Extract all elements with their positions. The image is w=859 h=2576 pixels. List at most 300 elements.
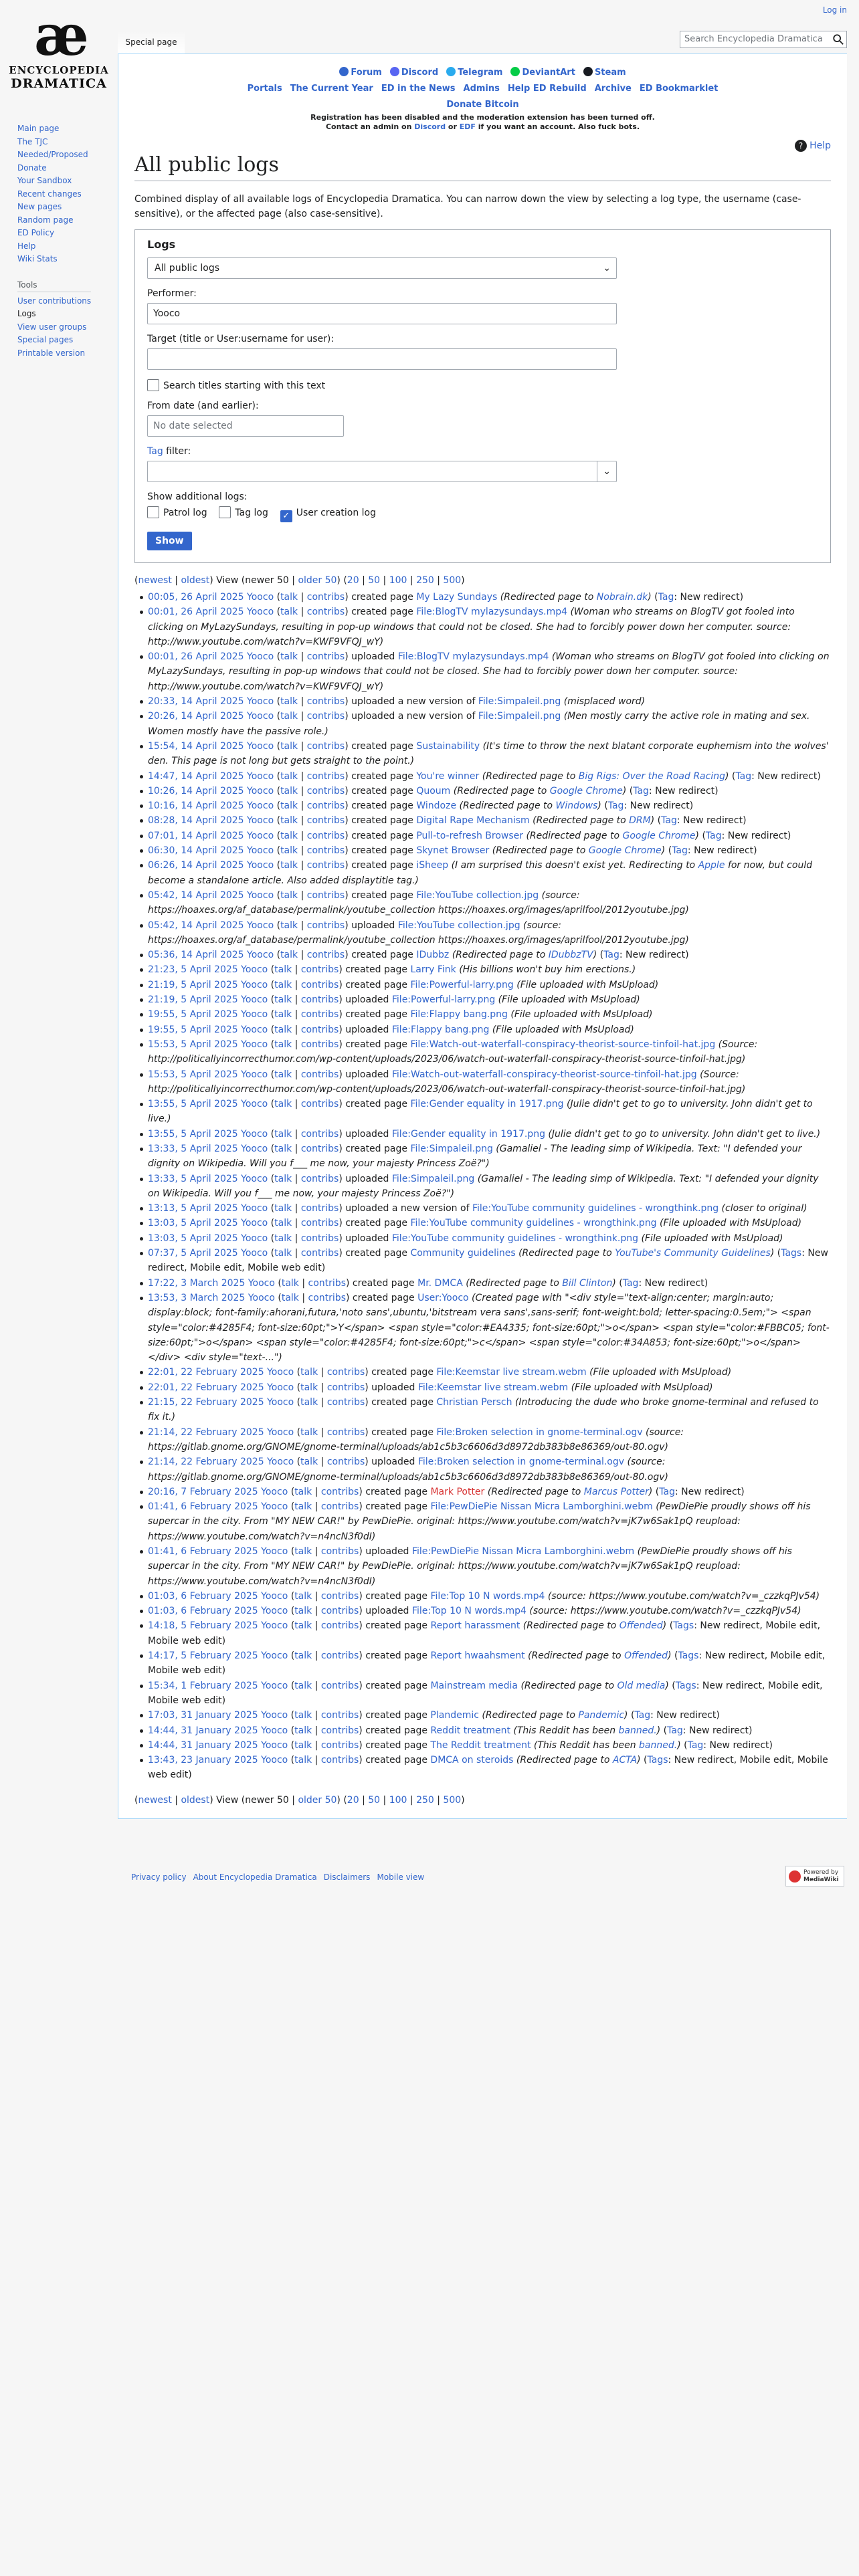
from-date-input[interactable]: No date selected [147, 415, 344, 437]
portal-link[interactable] [595, 84, 632, 94]
log-tags-link[interactable]: Tag [672, 845, 688, 857]
sidebar-item[interactable] [17, 214, 111, 227]
social-link-label[interactable]: Discord [401, 68, 439, 78]
log-talk-link[interactable]: talk [294, 1590, 312, 1602]
log-timestamp[interactable]: 21:23, 5 April 2025 [148, 964, 238, 976]
log-user[interactable]: Yooco [267, 1382, 294, 1393]
log-tags-link[interactable]: Tag [622, 1277, 639, 1289]
portal-link[interactable] [508, 84, 587, 94]
log-page-link[interactable]: IDubbz [416, 950, 450, 961]
log-talk-link[interactable]: talk [274, 1143, 292, 1154]
log-talk-link[interactable]: talk [280, 830, 298, 841]
log-page-link[interactable]: You're winner [416, 770, 480, 782]
tag-filter-combobox[interactable] [147, 461, 617, 482]
log-contribs-link[interactable]: contribs [300, 979, 339, 990]
log-user[interactable]: Yooco [241, 1024, 268, 1035]
log-page-link[interactable]: Report harassment [430, 1620, 520, 1632]
log-user[interactable]: Yooco [267, 1397, 294, 1408]
log-user[interactable]: Yooco [247, 889, 274, 901]
log-tags-link[interactable]: Tag [659, 1486, 675, 1497]
log-timestamp[interactable]: 15:54, 14 April 2025 [148, 740, 244, 752]
sidebar-item-label[interactable]: Donate [17, 163, 47, 173]
log-timestamp[interactable]: 21:19, 5 April 2025 [148, 994, 238, 1006]
log-timestamp[interactable]: 01:41, 6 February 2025 [148, 1501, 258, 1513]
log-user[interactable]: Yooco [247, 920, 274, 931]
log-tags-link[interactable]: Tag [735, 770, 752, 782]
log-tags-link[interactable]: Tag [661, 815, 677, 827]
log-page-link[interactable]: File:YouTube community guidelines - wrongthink.png [391, 1232, 639, 1244]
log-timestamp[interactable]: 17:22, 3 March 2025 [148, 1277, 246, 1289]
sidebar-item[interactable] [17, 201, 111, 214]
log-page-link[interactable]: File:Powerful-larry.png [391, 994, 496, 1006]
log-talk-link[interactable]: talk [280, 800, 298, 812]
log-user[interactable]: Yooco [247, 607, 274, 618]
log-talk-link[interactable]: talk [280, 711, 298, 722]
log-contribs-link[interactable]: contribs [300, 1218, 339, 1229]
log-page-link[interactable]: Larry Fink [410, 964, 456, 976]
log-timestamp[interactable]: 10:16, 14 April 2025 [148, 800, 244, 812]
portal-link[interactable] [464, 84, 500, 94]
log-page-link[interactable]: My Lazy Sundays [416, 592, 498, 603]
log-user[interactable]: Yooco [261, 1725, 288, 1736]
log-redirect-target[interactable]: DRM [629, 815, 651, 827]
sidebar-item[interactable] [17, 227, 111, 240]
log-page-link[interactable]: File:Powerful-larry.png [410, 979, 514, 990]
log-timestamp[interactable]: 15:34, 1 February 2025 [148, 1680, 258, 1691]
log-talk-link[interactable]: talk [294, 1739, 312, 1751]
discord-link[interactable]: Discord [414, 122, 446, 131]
log-tags-link[interactable]: Tag [705, 830, 722, 841]
log-redirect-target[interactable]: Marcus Potter [583, 1486, 649, 1497]
log-timestamp[interactable]: 07:37, 5 April 2025 [148, 1248, 238, 1259]
log-page-link[interactable]: Reddit treatment [430, 1725, 510, 1736]
log-talk-link[interactable]: talk [274, 1232, 292, 1244]
log-redirect-target[interactable]: Offended [619, 1620, 663, 1632]
log-tags-link[interactable]: Tag [603, 950, 619, 961]
log-contribs-link[interactable]: contribs [300, 1069, 339, 1080]
log-contribs-link[interactable]: contribs [306, 740, 345, 752]
log-page-link[interactable]: File:PewDiePie Nissan Micra Lamborghini.webm [411, 1546, 635, 1557]
sidebar-item-label[interactable]: Your Sandbox [17, 176, 72, 185]
log-timestamp[interactable]: 06:30, 14 April 2025 [148, 845, 244, 857]
log-talk-link[interactable]: talk [274, 1173, 292, 1184]
log-contribs-link[interactable]: contribs [306, 830, 345, 841]
log-talk-link[interactable]: talk [300, 1382, 318, 1393]
log-contribs-link[interactable]: contribs [300, 1039, 339, 1050]
log-timestamp[interactable]: 08:28, 14 April 2025 [148, 815, 244, 827]
log-contribs-link[interactable]: contribs [320, 1739, 359, 1751]
social-link-label[interactable]: DeviantArt [522, 68, 575, 78]
log-contribs-link[interactable]: contribs [306, 711, 345, 722]
log-page-link[interactable]: Sustainability [416, 740, 480, 752]
log-user[interactable]: Yooco [241, 979, 268, 990]
edf-link[interactable]: EDF [459, 122, 476, 131]
log-user[interactable]: Yooco [241, 1203, 268, 1214]
log-redirect-target[interactable]: Google Chrome [622, 830, 696, 841]
log-talk-link[interactable]: talk [294, 1650, 312, 1662]
sidebar-tool-item[interactable] [17, 347, 111, 360]
log-timestamp[interactable]: 22:01, 22 February 2025 [148, 1382, 264, 1393]
log-timestamp[interactable]: 05:42, 14 April 2025 [148, 889, 244, 901]
log-timestamp[interactable]: 01:03, 6 February 2025 [148, 1606, 258, 1617]
patrol-log-checkbox[interactable] [147, 506, 159, 518]
log-talk-link[interactable]: talk [294, 1546, 312, 1557]
log-page-link[interactable]: Mr. DMCA [417, 1277, 463, 1289]
log-page-link[interactable]: File:Top 10 N words.mp4 [430, 1590, 545, 1602]
log-page-link[interactable]: DMCA on steroids [430, 1755, 514, 1766]
log-page-link[interactable]: File:Flappy bang.png [391, 1024, 490, 1035]
log-contribs-link[interactable]: contribs [326, 1367, 365, 1378]
sidebar-tool-label[interactable]: View user groups [17, 322, 87, 332]
log-contribs-link[interactable]: contribs [320, 1650, 359, 1662]
log-user[interactable]: Yooco [241, 1173, 268, 1184]
log-tags-link[interactable]: Tags [781, 1248, 802, 1259]
log-talk-link[interactable]: talk [274, 1009, 292, 1021]
log-redirect-target[interactable]: Offended [624, 1650, 668, 1662]
log-talk-link[interactable]: talk [280, 592, 298, 603]
log-user[interactable]: Yooco [261, 1501, 288, 1513]
portal-link[interactable] [381, 84, 456, 94]
log-user[interactable]: Yooco [241, 1248, 268, 1259]
log-user[interactable]: Yooco [247, 696, 274, 708]
log-contribs-link[interactable]: contribs [306, 800, 345, 812]
sidebar-item[interactable] [17, 188, 111, 201]
log-contribs-link[interactable]: contribs [300, 1024, 339, 1035]
log-tags-link[interactable]: Tag [607, 800, 624, 812]
log-timestamp[interactable]: 07:01, 14 April 2025 [148, 830, 244, 841]
log-contribs-link[interactable]: contribs [300, 1248, 339, 1259]
log-timestamp[interactable]: 01:03, 6 February 2025 [148, 1590, 258, 1602]
log-user[interactable]: Yooco [241, 1099, 268, 1110]
patrol-log-option[interactable] [147, 508, 207, 518]
sidebar-item-label[interactable]: Wiki Stats [17, 254, 58, 263]
log-contribs-link[interactable]: contribs [326, 1457, 365, 1468]
log-user[interactable]: Yooco [241, 1232, 268, 1244]
search-input[interactable]: Search Encyclopedia Dramatica [680, 31, 847, 48]
log-timestamp[interactable]: 13:53, 3 March 2025 [148, 1292, 246, 1303]
log-contribs-link[interactable]: contribs [306, 950, 345, 961]
help-link[interactable] [795, 140, 831, 152]
log-contribs-link[interactable]: contribs [326, 1382, 365, 1393]
log-page-link[interactable]: File:Flappy bang.png [410, 1009, 508, 1021]
search-titles-option[interactable] [147, 379, 818, 391]
log-tags-link[interactable]: Tags [675, 1680, 696, 1691]
log-user[interactable]: Yooco [267, 1367, 294, 1378]
sidebar-item[interactable] [17, 253, 111, 266]
log-talk-link[interactable]: talk [274, 1099, 292, 1110]
log-contribs-link[interactable]: contribs [300, 1143, 339, 1154]
log-contribs-link[interactable]: contribs [300, 1173, 339, 1184]
log-timestamp[interactable]: 15:53, 5 April 2025 [148, 1069, 238, 1080]
sidebar-item-label[interactable]: The TJC [17, 136, 48, 146]
log-page-link[interactable]: File:Gender equality in 1917.png [391, 1128, 545, 1140]
log-contribs-link[interactable]: contribs [320, 1710, 359, 1721]
log-user[interactable]: Yooco [261, 1606, 288, 1617]
log-timestamp[interactable]: 19:55, 5 April 2025 [148, 1024, 238, 1035]
log-redirect-target[interactable]: ACTA [612, 1755, 638, 1766]
sidebar-item[interactable] [17, 162, 111, 175]
log-contribs-link[interactable]: contribs [308, 1277, 346, 1289]
log-talk-link[interactable]: talk [280, 920, 298, 931]
log-page-link[interactable]: File:Simpaleil.png [410, 1143, 493, 1154]
portal-link-label[interactable]: Archive [594, 84, 632, 94]
log-page-link[interactable]: iSheep [416, 860, 449, 871]
log-talk-link[interactable]: talk [294, 1620, 312, 1632]
log-talk-link[interactable]: talk [274, 1069, 292, 1080]
sidebar-item-label[interactable]: Needed/Proposed [17, 150, 88, 159]
portal-link-label[interactable]: ED Bookmarklet [639, 84, 719, 94]
log-page-link[interactable]: File:Simpaleil.png [478, 696, 561, 708]
log-talk-link[interactable]: talk [274, 1128, 292, 1140]
log-contribs-link[interactable]: contribs [320, 1546, 359, 1557]
log-timestamp[interactable]: 20:16, 7 February 2025 [148, 1486, 258, 1497]
log-page-link[interactable]: File:Gender equality in 1917.png [410, 1099, 564, 1110]
portal-link[interactable] [640, 84, 718, 94]
log-user[interactable]: Yooco [261, 1739, 288, 1751]
donate-bitcoin-link[interactable]: Donate Bitcoin [446, 100, 519, 110]
social-link-label[interactable]: Telegram [458, 68, 503, 78]
log-talk-link[interactable]: talk [294, 1501, 312, 1513]
log-talk-link[interactable]: talk [280, 770, 298, 782]
log-user[interactable]: Yooco [267, 1457, 294, 1468]
portal-link[interactable] [290, 84, 373, 94]
log-redirect-target[interactable]: YouTube's Community Guidelines [615, 1248, 771, 1259]
chevron-down-icon[interactable]: ⌄ [597, 461, 611, 481]
log-page-link[interactable]: Mainstream media [430, 1680, 518, 1691]
log-user[interactable]: Yooco [247, 860, 274, 871]
sidebar-item[interactable] [17, 136, 111, 149]
log-redirect-target[interactable]: banned. [639, 1739, 678, 1751]
log-page-link[interactable]: File:YouTube collection.jpg [397, 920, 520, 931]
log-page-link[interactable]: Christian Persch [436, 1397, 512, 1408]
pager-limit[interactable]: 250 [416, 1794, 434, 1806]
sidebar-tool-item[interactable] [17, 295, 111, 308]
log-timestamp[interactable]: 17:03, 31 January 2025 [148, 1710, 258, 1721]
log-user[interactable]: Yooco [247, 800, 274, 812]
log-timestamp[interactable]: 05:36, 14 April 2025 [148, 950, 244, 961]
log-page-link[interactable]: File:YouTube community guidelines - wrongthink.png [410, 1218, 657, 1229]
site-logo[interactable] [7, 2, 111, 106]
log-timestamp[interactable]: 14:17, 5 February 2025 [148, 1650, 258, 1662]
pager-older[interactable]: older 50 [298, 1794, 337, 1806]
log-user[interactable]: Yooco [261, 1590, 288, 1602]
log-talk-link[interactable]: talk [274, 1024, 292, 1035]
sidebar-tool-label[interactable]: User contributions [17, 296, 92, 306]
log-talk-link[interactable]: talk [281, 1277, 299, 1289]
log-timestamp[interactable]: 14:18, 5 February 2025 [148, 1620, 258, 1632]
footer-link[interactable]: Privacy policy [131, 1872, 187, 1882]
log-page-link[interactable]: File:BlogTV mylazysundays.mp4 [397, 651, 549, 663]
log-timestamp[interactable]: 22:01, 22 February 2025 [148, 1367, 264, 1378]
log-timestamp[interactable]: 00:01, 26 April 2025 [148, 651, 244, 663]
log-page-link[interactable]: File:Watch-out-waterfall-conspiracy-theorist-source-tinfoil-hat.jpg [391, 1069, 697, 1080]
log-contribs-link[interactable]: contribs [306, 785, 345, 796]
search-titles-checkbox[interactable] [147, 379, 159, 391]
log-tags-link[interactable]: Tags [673, 1620, 694, 1632]
log-page-link[interactable]: File:YouTube collection.jpg [416, 889, 539, 901]
log-page-link[interactable]: File:YouTube community guidelines - wrongthink.png [472, 1203, 719, 1214]
log-contribs-link[interactable]: contribs [306, 696, 345, 708]
log-talk-link[interactable]: talk [280, 889, 298, 901]
social-link[interactable] [390, 68, 438, 78]
sidebar-tool-label[interactable]: Logs [17, 309, 36, 318]
sidebar-item[interactable] [17, 148, 111, 162]
portal-link[interactable] [248, 84, 282, 94]
help-link-label[interactable]: Help [809, 140, 831, 151]
log-talk-link[interactable]: talk [294, 1486, 312, 1497]
log-timestamp[interactable]: 00:01, 26 April 2025 [148, 607, 244, 618]
log-page-link[interactable]: Quoum [416, 785, 451, 796]
log-talk-link[interactable]: talk [280, 860, 298, 871]
portal-link-label[interactable]: Portals [247, 84, 282, 94]
log-talk-link[interactable]: talk [294, 1606, 312, 1617]
sidebar-tool-item[interactable] [17, 308, 111, 321]
log-contribs-link[interactable]: contribs [320, 1606, 359, 1617]
log-contribs-link[interactable]: contribs [308, 1292, 346, 1303]
log-redirect-target[interactable]: Google Chrome [588, 845, 662, 857]
sidebar-item[interactable] [17, 122, 111, 136]
tab-special-page[interactable]: Special page [118, 31, 185, 54]
log-user[interactable]: Yooco [261, 1546, 288, 1557]
log-contribs-link[interactable]: contribs [300, 1099, 339, 1110]
log-user[interactable]: Yooco [247, 815, 274, 827]
sidebar-tool-item[interactable] [17, 334, 111, 347]
log-user[interactable]: Yooco [248, 1292, 275, 1303]
log-timestamp[interactable]: 14:44, 31 January 2025 [148, 1739, 258, 1751]
log-user[interactable]: Yooco [267, 1426, 294, 1438]
log-page-link[interactable]: Community guidelines [410, 1248, 516, 1259]
log-talk-link[interactable]: talk [280, 607, 298, 618]
log-user[interactable]: Yooco [241, 1218, 268, 1229]
log-redirect-target[interactable]: Nobrain.dk [596, 592, 648, 603]
log-talk-link[interactable]: talk [280, 696, 298, 708]
log-contribs-link[interactable]: contribs [306, 815, 345, 827]
log-talk-link[interactable]: talk [294, 1680, 312, 1691]
footer-link[interactable]: Mobile view [377, 1872, 425, 1882]
log-timestamp[interactable]: 21:14, 22 February 2025 [148, 1457, 264, 1468]
log-tags-link[interactable]: Tag [633, 785, 649, 796]
log-user[interactable]: Yooco [261, 1710, 288, 1721]
search-icon[interactable] [832, 33, 844, 45]
tag-link[interactable]: Tag [147, 446, 163, 457]
portal-link-label[interactable]: The Current Year [290, 84, 373, 94]
log-user[interactable]: Yooco [261, 1486, 288, 1497]
log-tags-link[interactable]: Tag [634, 1710, 651, 1721]
log-talk-link[interactable]: talk [281, 1292, 299, 1303]
log-timestamp[interactable]: 10:26, 14 April 2025 [148, 785, 244, 796]
social-link-label[interactable]: Steam [594, 68, 626, 78]
log-user[interactable]: Yooco [248, 1277, 275, 1289]
log-user[interactable]: Yooco [247, 830, 274, 841]
log-talk-link[interactable]: talk [280, 785, 298, 796]
log-redirect-target[interactable]: Bill Clinton [562, 1277, 613, 1289]
log-user[interactable]: Yooco [241, 964, 268, 976]
portal-link-label[interactable]: Admins [463, 84, 500, 94]
social-link-label[interactable]: Forum [351, 68, 382, 78]
pager-limit[interactable]: 20 [347, 1794, 359, 1806]
log-contribs-link[interactable]: contribs [320, 1501, 359, 1513]
log-timestamp[interactable]: 15:53, 5 April 2025 [148, 1039, 238, 1050]
log-contribs-link[interactable]: contribs [306, 651, 345, 663]
log-talk-link[interactable]: talk [280, 815, 298, 827]
log-page-link[interactable]: Plandemic [430, 1710, 479, 1721]
log-contribs-link[interactable]: contribs [300, 1203, 339, 1214]
log-user[interactable]: Yooco [247, 740, 274, 752]
sidebar-item-label[interactable]: Help [17, 241, 36, 251]
log-redirect-target[interactable]: Windows [555, 800, 598, 812]
log-redirect-target[interactable]: banned. [618, 1725, 657, 1736]
log-timestamp[interactable]: 13:33, 5 April 2025 [148, 1173, 238, 1184]
log-tags-link[interactable]: Tags [647, 1755, 668, 1766]
log-contribs-link[interactable]: contribs [306, 860, 345, 871]
log-talk-link[interactable]: talk [280, 651, 298, 663]
log-timestamp[interactable]: 13:43, 23 January 2025 [148, 1755, 258, 1766]
log-timestamp[interactable]: 20:26, 14 April 2025 [148, 711, 244, 722]
log-page-link[interactable]: File:Broken selection in gnome-terminal.ogv [436, 1426, 643, 1438]
log-user[interactable]: Yooco [261, 1755, 288, 1766]
log-page-link[interactable]: File:Keemstar live stream.webm [436, 1367, 587, 1378]
log-user[interactable]: Yooco [247, 845, 274, 857]
sidebar-item-label[interactable]: Random page [17, 215, 74, 225]
portal-link-label[interactable]: Help ED Rebuild [507, 84, 587, 94]
log-talk-link[interactable]: talk [280, 740, 298, 752]
log-user[interactable]: Yooco [241, 1039, 268, 1050]
log-redirect-target[interactable]: Pandemic [578, 1710, 625, 1721]
pager-oldest[interactable]: oldest [181, 1794, 210, 1806]
log-talk-link[interactable]: talk [294, 1755, 312, 1766]
log-talk-link[interactable]: talk [274, 1203, 292, 1214]
log-user[interactable]: Yooco [241, 994, 268, 1006]
log-page-link[interactable]: File:Broken selection in gnome-terminal.ogv [417, 1457, 625, 1468]
log-page-link[interactable]: User:Yooco [417, 1292, 469, 1303]
log-page-link[interactable]: File:BlogTV mylazysundays.mp4 [416, 607, 568, 618]
sidebar-tool-label[interactable]: Special pages [17, 335, 74, 344]
log-contribs-link[interactable]: contribs [300, 1128, 339, 1140]
log-page-link[interactable]: The Reddit treatment [430, 1739, 531, 1751]
log-user[interactable]: Yooco [241, 1128, 268, 1140]
footer-link[interactable]: Disclaimers [323, 1872, 371, 1882]
log-timestamp[interactable]: 13:55, 5 April 2025 [148, 1128, 238, 1140]
sidebar-item-label[interactable]: ED Policy [17, 228, 55, 237]
pager-older[interactable]: older 50 [298, 575, 337, 586]
sidebar-item-label[interactable]: Recent changes [17, 189, 82, 199]
log-page-link[interactable]: File:Keemstar live stream.webm [417, 1382, 569, 1393]
log-contribs-link[interactable]: contribs [306, 607, 345, 618]
log-redirect-target[interactable]: Apple [698, 860, 725, 871]
log-user[interactable]: Yooco [247, 592, 274, 603]
pager-limit[interactable]: 500 [443, 1794, 462, 1806]
log-timestamp[interactable]: 05:42, 14 April 2025 [148, 920, 244, 931]
log-talk-link[interactable]: talk [294, 1710, 312, 1721]
log-tags-link[interactable]: Tag [687, 1739, 704, 1751]
social-link[interactable] [510, 68, 575, 78]
log-contribs-link[interactable]: contribs [320, 1680, 359, 1691]
log-page-link[interactable]: File:Simpaleil.png [478, 711, 561, 722]
sidebar-item[interactable] [17, 175, 111, 188]
log-tags-link[interactable]: Tags [678, 1650, 699, 1662]
log-timestamp[interactable]: 13:13, 5 April 2025 [148, 1203, 238, 1214]
sidebar-tool-item[interactable] [17, 321, 111, 334]
log-contribs-link[interactable]: contribs [326, 1426, 365, 1438]
user-creation-log-checkbox[interactable]: ✓ [280, 510, 292, 522]
log-page-link[interactable]: Report hwaahsment [430, 1650, 525, 1662]
log-page-link[interactable]: File:PewDiePie Nissan Micra Lamborghini.webm [430, 1501, 653, 1513]
log-contribs-link[interactable]: contribs [300, 964, 339, 976]
log-user[interactable]: Yooco [241, 1069, 268, 1080]
log-timestamp[interactable]: 13:33, 5 April 2025 [148, 1143, 238, 1154]
log-talk-link[interactable]: talk [280, 845, 298, 857]
log-tags-link[interactable]: Tag [658, 592, 674, 603]
